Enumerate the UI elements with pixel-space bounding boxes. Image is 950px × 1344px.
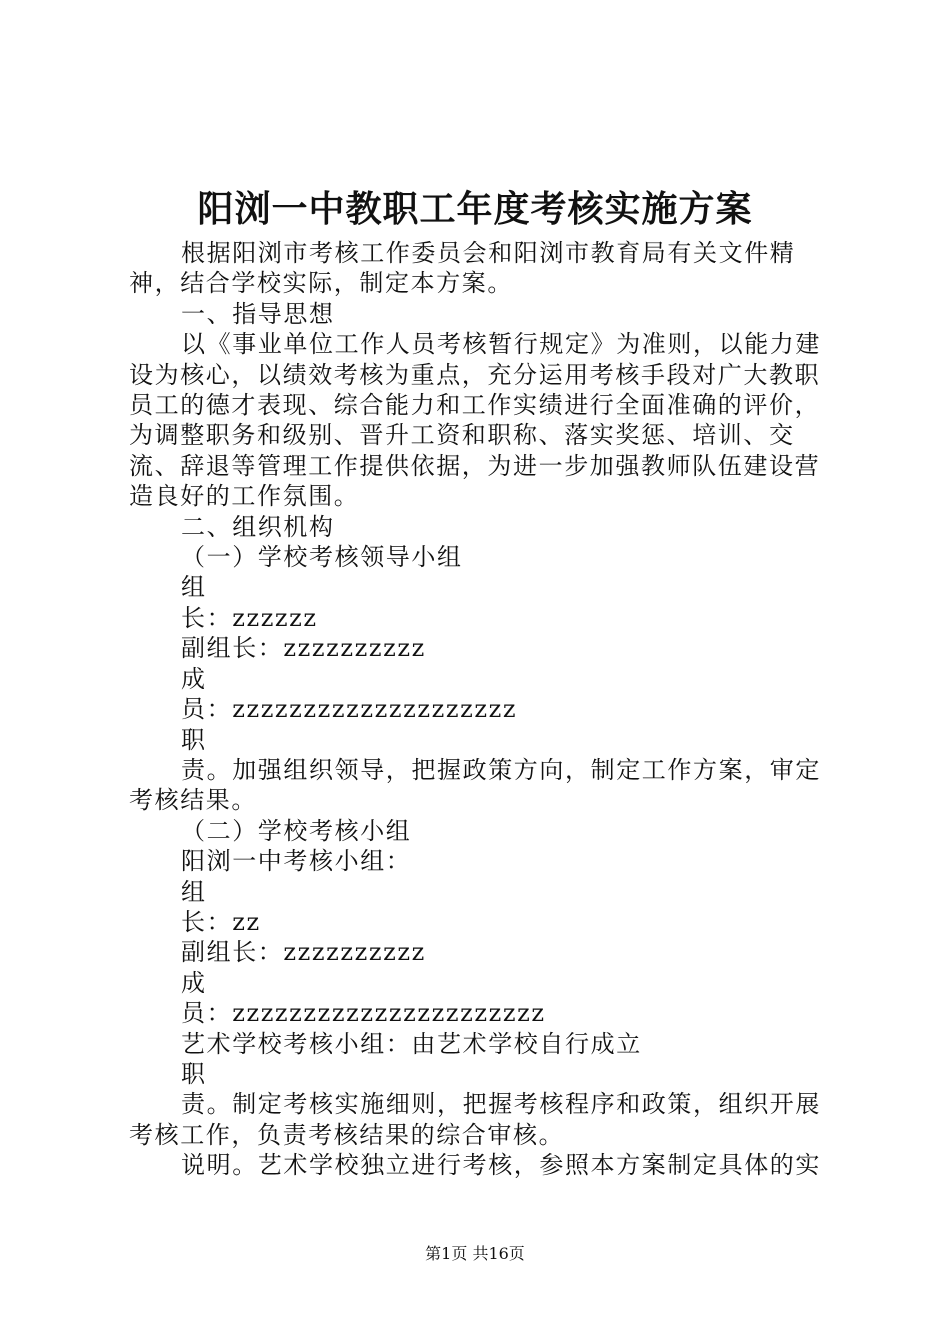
paragraph: 阳浏一中考核小组： <box>181 847 412 876</box>
paragraph: 成 <box>181 664 207 693</box>
paragraph: 责。加强组织领导，把握政策方向，制定工作方案，审定考核结果。 <box>129 755 821 815</box>
paragraph: 员：zzzzzzzzzzzzzzzzzzzzzz <box>181 999 546 1028</box>
paragraph: 一、指导思想 <box>181 299 335 328</box>
paragraph: 组 <box>181 877 207 906</box>
paragraph: 职 <box>181 1059 207 1088</box>
paragraph: 以《事业单位工作人员考核暂行规定》为准则，以能力建设为核心，以绩效考核为重点，充分运用考核手段对广大教职员工的德才表现、综合能力和工作实绩进行全面准确的评价，为调整职务和级别、晋升工资和职称、落实奖惩、培训、交流、辞退等管理工作提供依据，为进一步加强教师队伍建设营造良好的工作氛围。 <box>129 330 821 511</box>
paragraph: 组 <box>181 573 207 602</box>
paragraph: 根据阳浏市考核工作委员会和阳浏市教育局有关文件精神，结合学校实际，制定本方案。 <box>129 239 796 298</box>
paragraph: 二、组织机构 <box>181 512 335 541</box>
paragraph: 副组长：zzzzzzzzzz <box>181 634 426 663</box>
document-title: 阳浏一中教职工年度考核实施方案 <box>197 188 753 230</box>
document-body <box>129 238 834 1181</box>
page-footer: 第1页 共16页 <box>425 1244 525 1263</box>
paragraph: 长：zzzzzz <box>181 603 318 632</box>
paragraph: 成 <box>181 968 207 997</box>
paragraph: 责。制定考核实施细则，把握考核程序和政策，组织开展考核工作，负责考核结果的综合审核。 <box>129 1090 821 1149</box>
paragraph: 长：zz <box>181 907 261 936</box>
paragraph: 员：zzzzzzzzzzzzzzzzzzzz <box>181 695 518 724</box>
paragraph: 说明。艺术学校独立进行考核，参照本方案制定具体的实 <box>181 1151 821 1180</box>
paragraph: 副组长：zzzzzzzzzz <box>181 938 426 967</box>
paragraph: 职 <box>181 725 207 754</box>
paragraph: （二）学校考核小组 <box>181 816 412 845</box>
paragraph: （一）学校考核领导小组 <box>181 543 463 572</box>
paragraph: 艺术学校考核小组：由艺术学校自行成立 <box>181 1029 642 1058</box>
